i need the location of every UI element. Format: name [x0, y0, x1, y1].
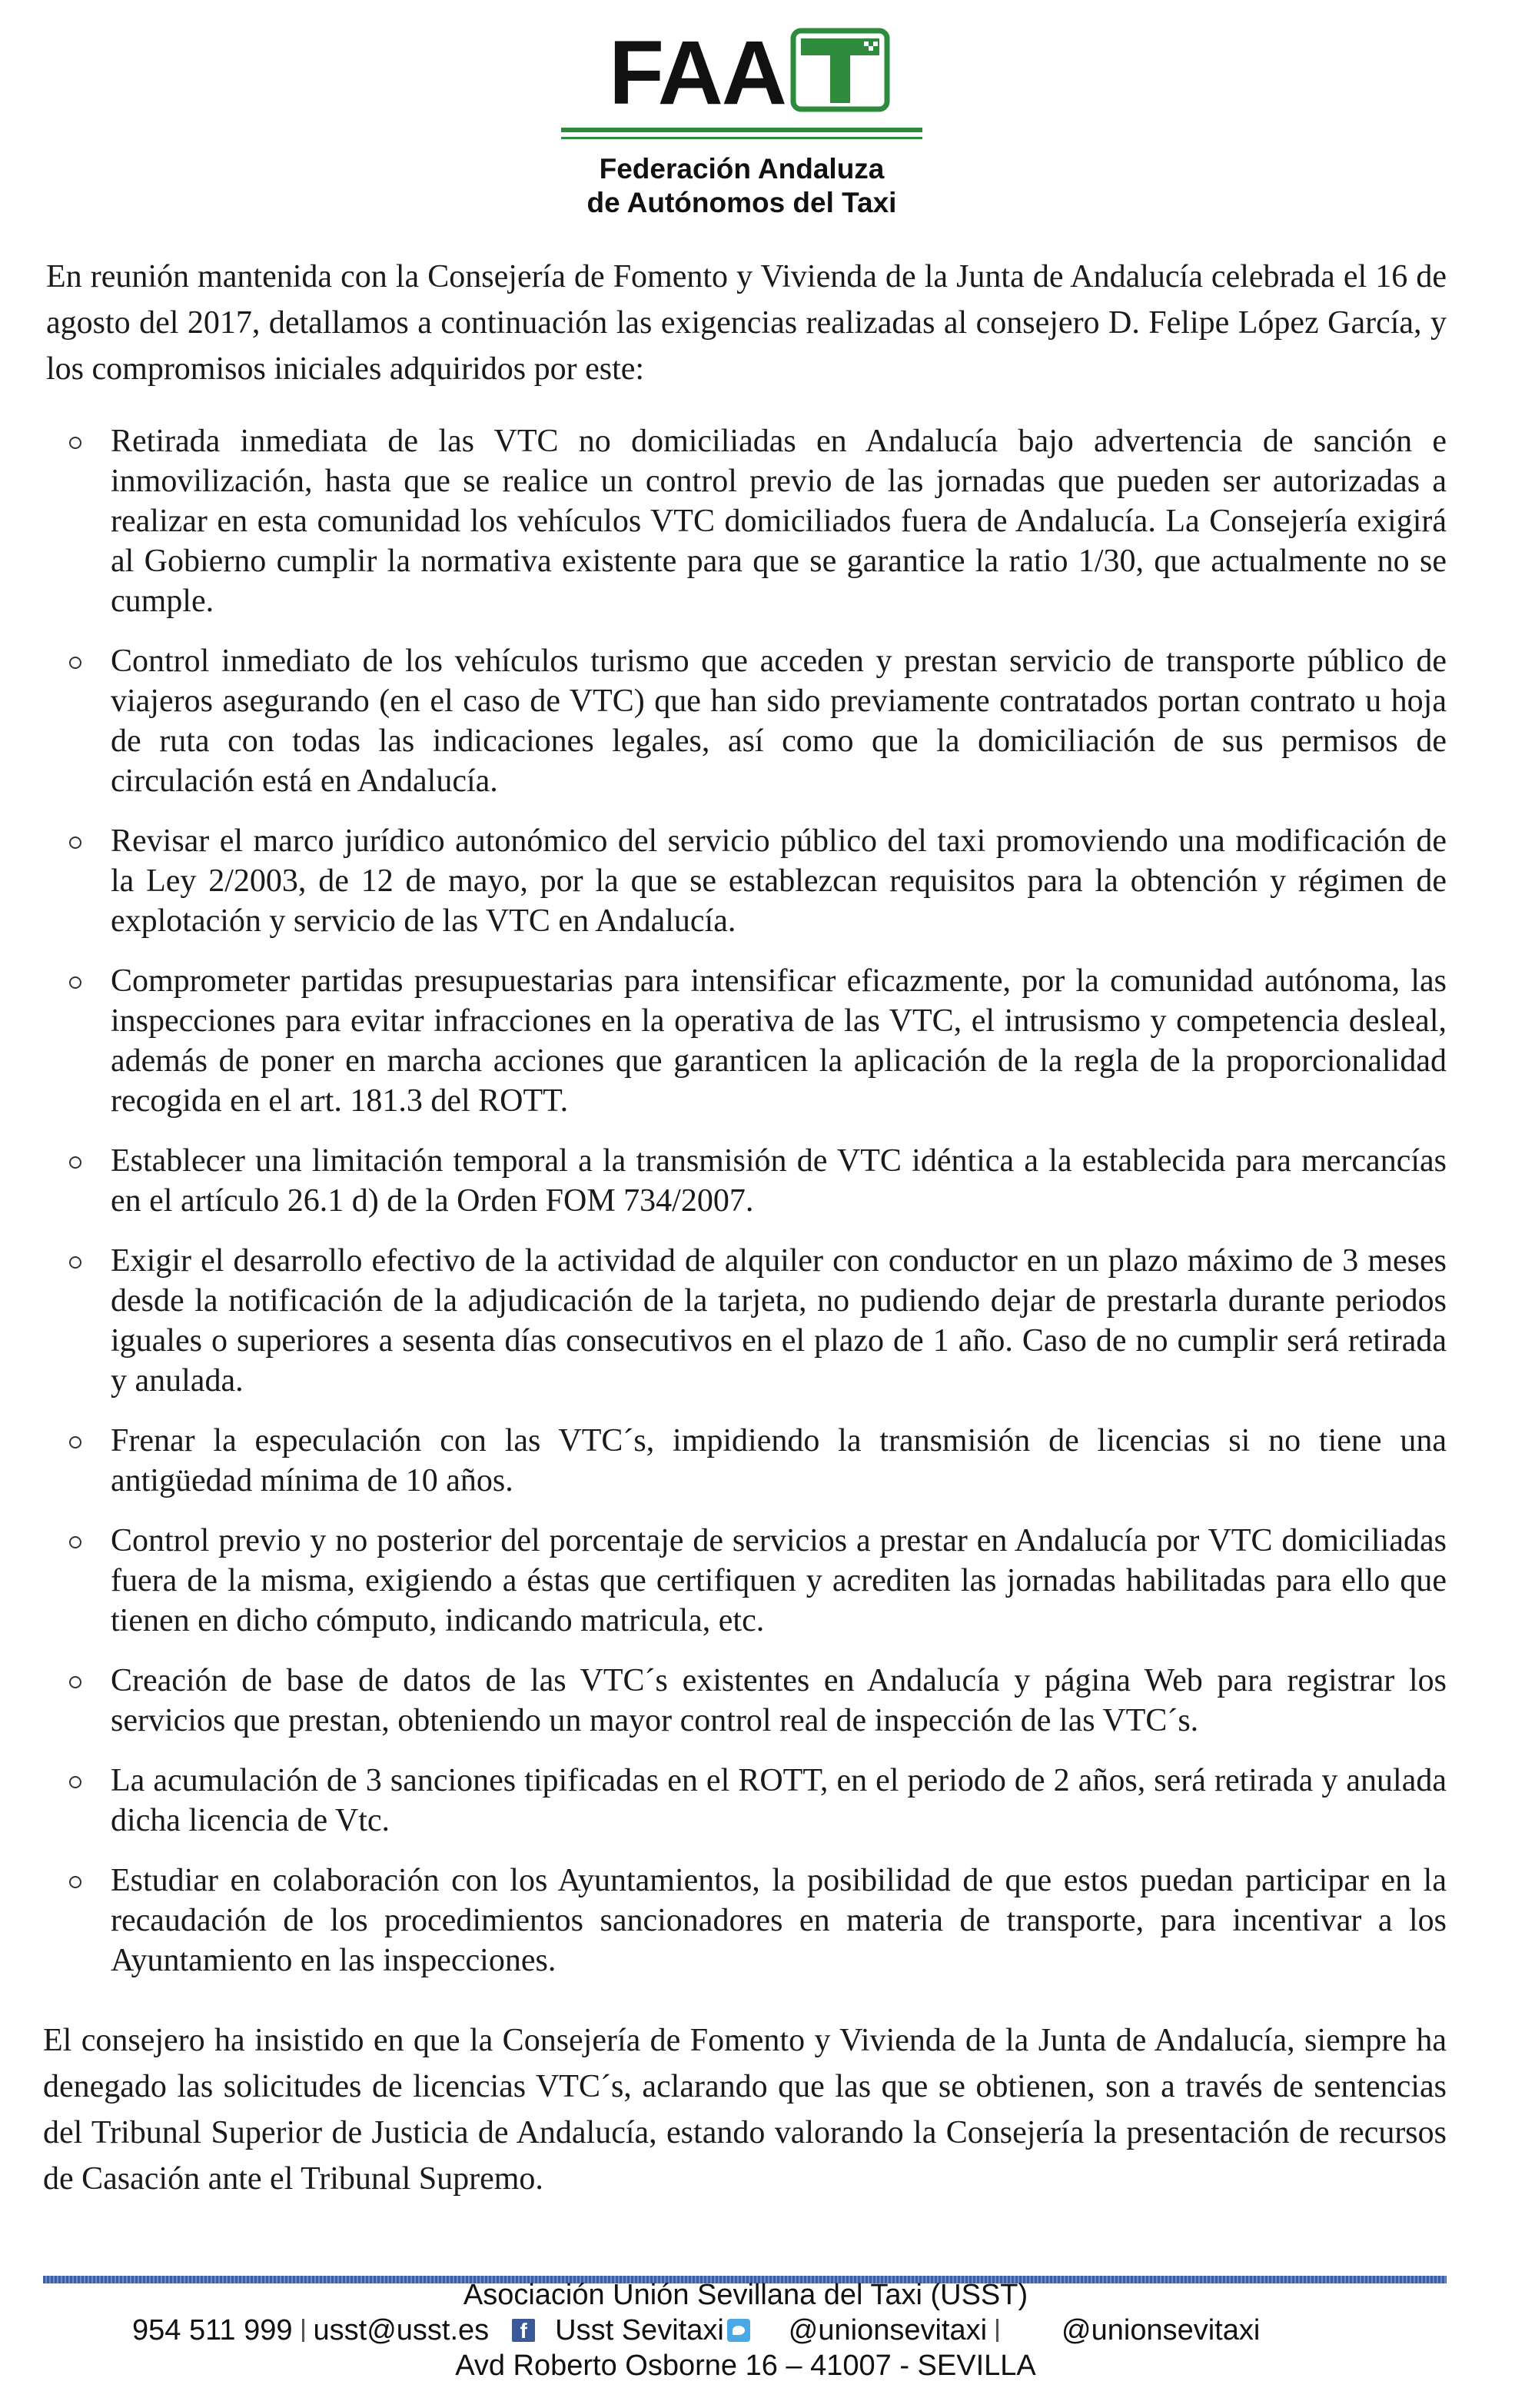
footer-contacts: [132, 2313, 1260, 2348]
list-item: [111, 961, 1447, 1121]
demands-list: [0, 421, 1525, 2001]
closing-paragraph: El consejero ha insistido en que la Consejería de Fomento y Vivienda de la Junta de Andalucía, siempre ha denegado las solicitudes de licencias VTC´s, aclarando que las que se obtienen, son a través de sentencias del Tribunal Superior de Justicia de Andalucía, estando valorando la Consejería la presentación de recursos de Casación ante el Tribunal Supremo.: [43, 2023, 1447, 2197]
footer-phone: 954 511 999: [132, 2314, 293, 2346]
circle-bullet-icon: [69, 1256, 81, 1269]
list-item: [111, 1861, 1447, 1981]
list-item-text: La acumulación de 3 sanciones tipificadas en el ROTT, en el periodo de 2 años, será retirada y anulada dicha licencia de Vtc.: [111, 1763, 1447, 1838]
logo-rule: [561, 128, 922, 132]
logo-mark: [609, 18, 890, 124]
list-item-text: Creación de base de datos de las VTC´s existentes en Andalucía y página Web para registrar los servicios que prestan, obteniendo un mayor control real de inspección de las VTC´s.: [111, 1663, 1447, 1738]
footer-email-link[interactable]: usst@usst.es: [313, 2314, 490, 2346]
list-item: [111, 1241, 1447, 1401]
circle-bullet-icon: [69, 1676, 81, 1688]
circle-bullet-icon: [69, 1536, 81, 1548]
list-item-text: Revisar el marco jurídico autonómico del servicio público del taxi promoviendo una modificación de la Ley 2/2003, de 12 de mayo, por la que se establezcan requisitos para la obtención y régimen de explotación y servicio de las VTC en Andalucía.: [111, 823, 1447, 939]
logo-subtitle-line2: de Autónomos del Taxi: [586, 187, 897, 218]
circle-bullet-icon: [69, 657, 81, 669]
taxi-t-emblem-icon: [790, 28, 890, 112]
list-item-text: Retirada inmediata de las VTC no domiciliadas en Andalucía bajo advertencia de sanción e inmovilización, hasta que se realice un control previo de las jornadas que pueden ser autorizadas a realizar en esta comunidad los vehículos VTC domiciliados fuera de Andalucía. La Consejería exigirá al Gobierno cumplir la normativa existente para que se garantice la ratio 1/30, que actualmente no se cumple.: [111, 424, 1447, 619]
list-item-text: Estudiar en colaboración con los Ayuntamientos, la posibilidad de que estos puedan participar en la recaudación de los procedimientos sancionadores en materia de transporte, para incentivar a los Ayuntamiento en las inspecciones.: [111, 1863, 1447, 1978]
footer-address: Avd Roberto Osborne 16 – 41007 - SEVILLA: [455, 2350, 1036, 2382]
logo-subtitle-line1: Federación Andaluza: [599, 153, 885, 185]
list-item: [111, 821, 1447, 941]
separator: [996, 2319, 998, 2342]
list-item: [111, 641, 1447, 801]
logo-rule-thin: [561, 137, 922, 139]
faat-logo: [561, 18, 930, 218]
list-item: [111, 1761, 1447, 1841]
circle-bullet-icon: [69, 836, 81, 849]
footer-organization: Asociación Unión Sevillana del Taxi (USST): [463, 2279, 1028, 2311]
list-item: [111, 1421, 1447, 1501]
list-item: [111, 1661, 1447, 1741]
circle-bullet-icon: [69, 976, 81, 989]
circle-bullet-icon: [69, 1876, 81, 1888]
footer-instagram-link[interactable]: @unionsevitaxi: [788, 2314, 988, 2346]
list-item-text: Establecer una limitación temporal a la transmisión de VTC idéntica a la establecida para mercancías en el artículo 26.1 d) de la Orden FOM 734/2007.: [111, 1143, 1447, 1219]
list-item: [111, 1521, 1447, 1641]
circle-bullet-icon: [69, 1156, 81, 1169]
circle-bullet-icon: [69, 437, 81, 449]
list-item-text: Frenar la especulación con las VTC´s, impidiendo la transmisión de licencias si no tiene una antigüedad mínima de 10 años.: [111, 1423, 1447, 1498]
separator: [302, 2319, 304, 2342]
intro-paragraph: En reunión mantenida con la Consejería de Fomento y Vivienda de la Junta de Andalucía celebrada el 16 de agosto del 2017, detallamos a continuación las exigencias realizadas al consejero D. Felipe López García, y los compromisos iniciales adquiridos por este:: [46, 259, 1447, 387]
list-item-text: Control previo y no posterior del porcentaje de servicios a prestar en Andalucía por VTC domiciliadas fuera de la misma, exigiendo a éstas que certifiquen y acrediten las jornadas habilitadas para ello que tienen en dicho cómputo, indicando matricula, etc.: [111, 1523, 1447, 1638]
logo-wordmark: FAA: [609, 22, 786, 124]
facebook-icon[interactable]: f: [512, 2319, 535, 2342]
list-item-text: Exigir el desarrollo efectivo de la actividad de alquiler con conductor en un plazo máximo de 3 meses desde la notificación de la adjudicación de la tarjeta, no pudiendo dejar de prestarla durante periodos iguales o superiores a sesenta días consecutivos en el plazo de 1 año. Caso de no cumplir será retirada y anulada.: [111, 1243, 1447, 1399]
circle-bullet-icon: [69, 1776, 81, 1788]
list-item-text: Comprometer partidas presupuestarias para intensificar eficazmente, por la comunidad autónoma, las inspecciones para evitar infracciones en la operativa de las VTC, el intrusismo y competencia desleal, además de poner en marcha acciones que garanticen la aplicación de la regla de la proporcionalidad recogida en el art. 181.3 del ROTT.: [111, 963, 1447, 1119]
circle-bullet-icon: [69, 1436, 81, 1448]
list-item-text: Control inmediato de los vehículos turismo que acceden y prestan servicio de transporte público de viajeros asegurando (en el caso de VTC) que han sido previamente contratados portan contrato u hoja de ruta con todas las indicaciones legales, así como que la domiciliación de sus permisos de circulación está en Andalucía.: [111, 644, 1447, 799]
list-item: [111, 1141, 1447, 1221]
list-item: [111, 421, 1447, 621]
footer-facebook-link[interactable]: Usst Sevitaxi: [555, 2314, 724, 2346]
footer-twitter-link[interactable]: @unionsevitaxi: [1062, 2314, 1261, 2346]
twitter-icon[interactable]: [727, 2319, 750, 2342]
